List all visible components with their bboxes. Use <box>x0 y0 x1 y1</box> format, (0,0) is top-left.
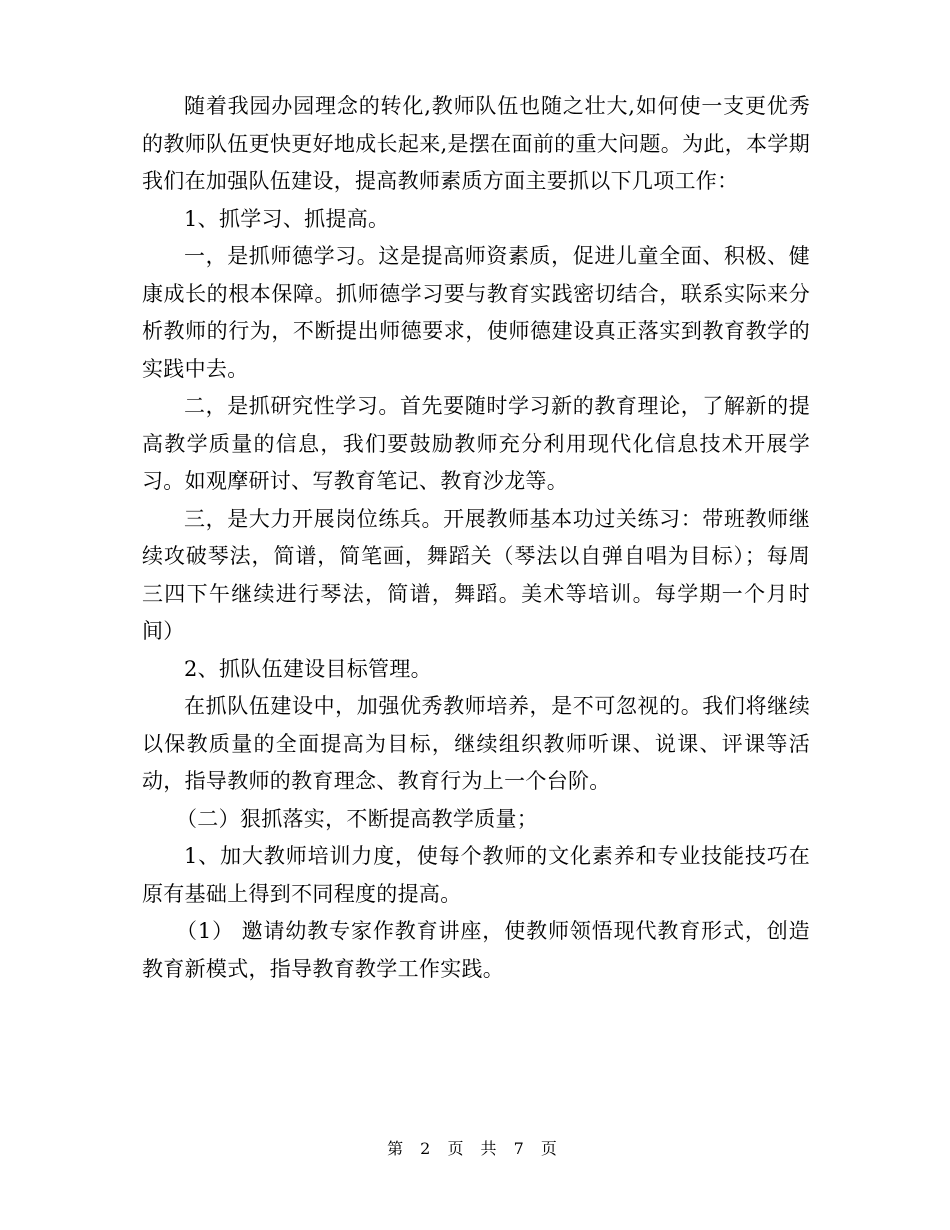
paragraph-research: 二，是抓研究性学习。首先要随时学习新的教育理论，了解新的提高教学质量的信息，我们要鼓励教师充分利用现代化信息技术开展学习。如观摩研讨、写教育笔记、教育沙龙等。 <box>142 394 810 493</box>
heading-team-management: 2、抓队伍建设目标管理。 <box>184 656 432 681</box>
heading-teaching-quality: （二）狠抓落实，不断提高教学质量； <box>176 806 539 831</box>
paragraph-teacher-training: 1、加大教师培训力度，使每个教师的文化素养和专业技能技巧在原有基础上得到不同程度的提高。 <box>142 844 810 906</box>
paragraph-ethics: 一，是抓师德学习。这是提高师资素质，促进儿童全面、积极、健康成长的根本保障。抓师德学习要与教育实践密切结合，联系实际来分析教师的行为，不断提出师德要求，使师德建设真正落实到教育教学的实践中去。 <box>142 244 810 381</box>
page-number: 第 2 页 共 7 页 <box>387 1139 563 1158</box>
heading-study: 1、抓学习、抓提高。 <box>184 206 390 231</box>
paragraph-team-building: 在抓队伍建设中，加强优秀教师培养，是不可忽视的。我们将继续以保教质量的全面提高为目标，继续组织教师听课、说课、评课等活动，指导教师的教育理念、教育行为上一个台阶。 <box>142 694 810 793</box>
paragraph-expert-lectures: （1） 邀请幼教专家作教育讲座，使教师领悟现代教育形式，创造教育新模式，指导教育教学工作实践。 <box>142 919 810 981</box>
document-body <box>142 88 810 988</box>
paragraph-training: 三，是大力开展岗位练兵。开展教师基本功过关练习：带班教师继续攻破琴法，简谱，简笔画，舞蹈关（琴法以自弹自唱为目标）；每周三四下午继续进行琴法，简谱，舞蹈。美术等培训。每学期一个月时间） <box>142 506 810 643</box>
paragraph-intro: 随着我园办园理念的转化,教师队伍也随之壮大,如何使一支更优秀的教师队伍更快更好地成长起来,是摆在面前的重大问题。为此，本学期我们在加强队伍建设，提高教师素质方面主要抓以下几项工作： <box>142 94 810 193</box>
